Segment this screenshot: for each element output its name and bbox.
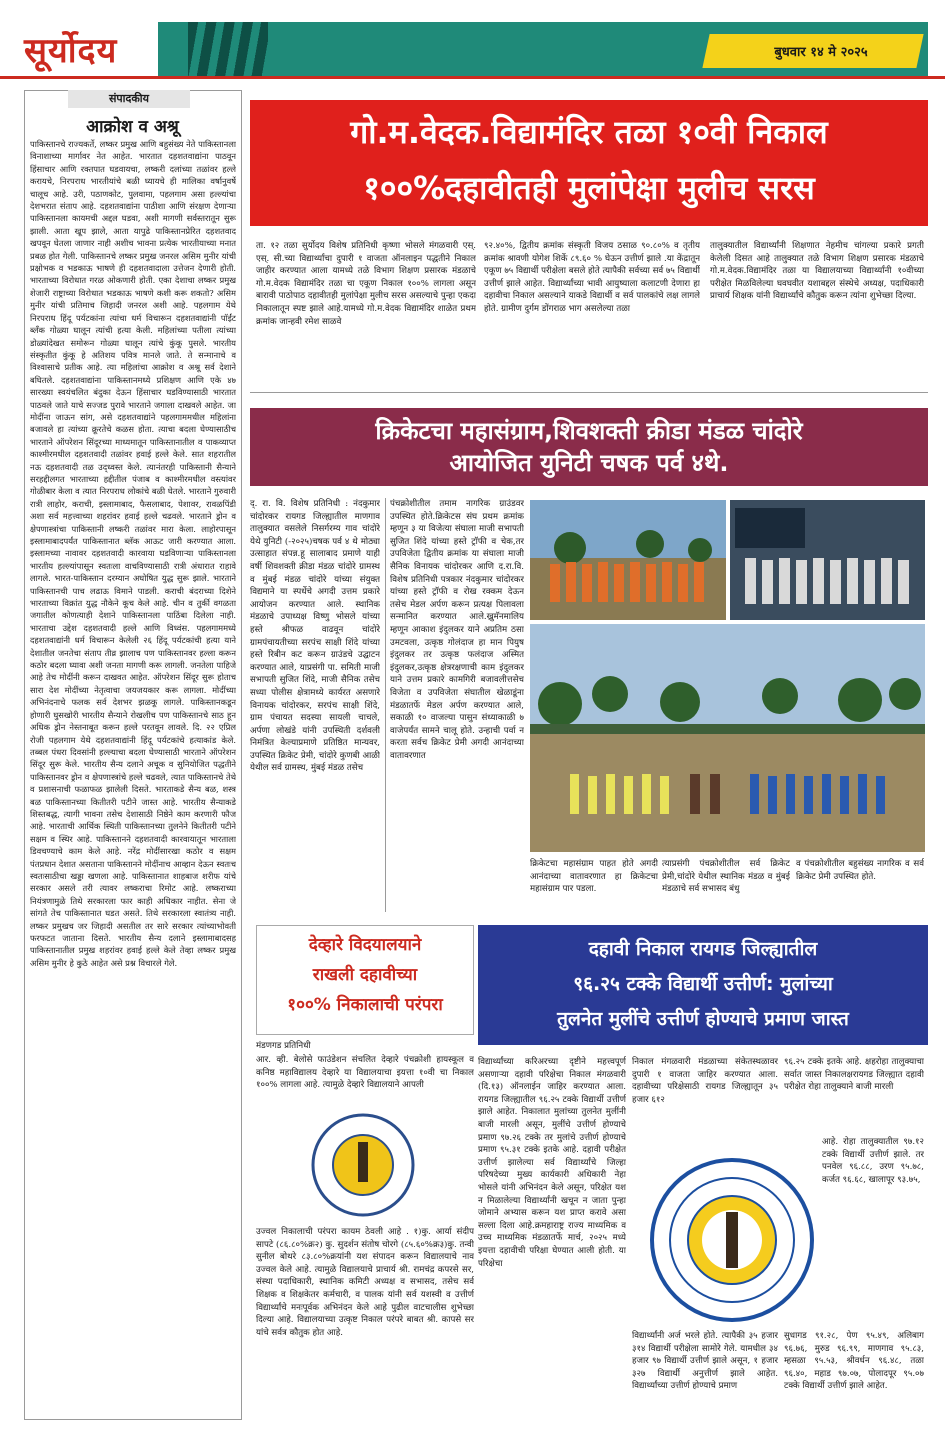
photo-caption-3: व पंचक्रोशीतील बहुसंख्य नागरिक व सर्व क्रिकेट प्रेमी उपस्थित होते. <box>796 859 924 882</box>
story4-col2b: विद्यार्थ्यांनी अर्ज भरले होते. त्यापैकी ३५ हजार ३१४ विद्यार्थी परीक्षेला सामोरे गेले. यामधील ३४ हजार ९७ विद्यार्थी उत्तीर्ण झाले असून, १ हजार ३२७ विद्यार्थी अनुत्तीर्ण झाले आहेत. विद्यार्थ्यांच्या उत्तीर्ण होण्याचे प्रमाण <box>632 1331 778 1392</box>
column-rule <box>385 498 386 912</box>
story1-subheadline: १००%दहावीतही मुलांपेक्षा मुलीच सरस <box>363 169 815 207</box>
newspaper-logo: सूर्योदय <box>24 31 118 71</box>
editorial-title: आक्रोश व अश्रू <box>86 117 179 137</box>
story3-headline-3: १००% निकालाची परंपरा <box>287 995 443 1015</box>
photo-caption-2: त्याप्रसंगी पंचक्रोशीतील सर्व क्रिकेट प्रेमी,चांदोरे येथील स्थानिक मंडळ व मुंबई मंडळाचे सर्व सभासद बंधु <box>662 859 790 895</box>
story4-headline-2: ९६.२५ टक्के विद्यार्थी उत्तीर्ण: मुलांच्या <box>573 973 833 995</box>
issue-date: बुधवार १४ मे २०२५ <box>774 45 868 60</box>
cricket-ground-photo <box>530 624 925 852</box>
story4-col3-side: आहे. रोहा तालुक्यातील ९७.१२ टक्के विद्यार्थी उत्तीर्ण झाले. तर पनवेल ९६.८८, उरण ९५.७८, कर्जत ९६.६८, खालापूर ९३.७५, <box>822 1137 924 1185</box>
story2-col1: द्. रा. वि. विशेष प्रतिनिधी : नंदकुमार चांदोरकर रायगड जिल्ह्यातील माणगाव तालुक्यात वसलेले निसर्गरम्य गाव चांदोरे येथे युनिटी (-२०२५)चषक पर्व ४ थे मोठ्या उत्साहात संपन्न.हू सालाबाद प्रमाणे याही वर्षी शिवशक्ती क्रीडा मंडळ चांदोरे ग्रामस्थ व मुंबई मंडळ चांदोरे यांच्या संयुक्त विद्यमाने या स्पर्धेचे अगदी उत्तम प्रकारे आयोजन करण्यात आले. स्थानिक मंडळाचे उपाध्यक्ष विष्णु भोसले यांच्या हस्ते श्रीफळ वाढवून चांदोरे ग्रामपंचायतीच्या सरपंच साक्षी शिंदे यांच्या हस्ते रिबीन कट करून ग्राउंडचे उद्घाटन करण्यात आले, याप्रसंगी पा. समिती माजी सभापती सुजित शिंदे, माजी सैनिक तसेच सध्या पोलीस क्षेत्रामध्ये कार्यरत असणारे विनायक चांदोरकर, सरपंच साक्षी शिंदे, ग्राम पंचायत सदस्या सायली चाचले, अर्पणा लोखंडे यांनी उपस्थिती दर्शवली निमंत्रित केल्याप्रमाणे प्रतिष्ठित मान्यवर, उपस्थित क्रिकेट प्रेमी, चांदोरे कुणबी आळी येथील सर्व ग्रामस्थ, मुंबई मंडळ तसेच <box>250 499 380 774</box>
story2-col2: पंचक्रोशीतील तमाम नागरिक ग्राउंडवर उपस्थित होते.क्रिकेटस संघ प्रथम क्रमांक म्हणून ३ या विजेत्या संघाला माजी सभापती सुजित शिंदे यांच्या हस्ते ट्रॉफी व चेक,तर उपविजेता द्वितीय क्रमांक या संघाला माजी सैनिक विनायक चांदोरकर आणि द.रा.वि. विशेष प्रतिनिधी पत्रकार नंदकुमार चांदोरकर यांच्या हस्ते ट्रॉफी व रोख रक्कम देऊन तसेच मेडल अर्पण करून प्रत्यक्ष पिलावला सन्मानित करण्यात आले.ख्रुमॅनमालिय म्हणून आकाश इंदुलकर याने अप्रतिम ठसा उमटवला, उत्कृष्ठ गोलंदाज हा मान पियुष इंदुलकर तर उत्कृष्ठ फलंदाज अस्मित इंदुलकर,उत्कृष्ठ क्षेत्ररक्षणाची काम इंदुलकर याने उत्तम प्रकारे कामगिरी बजावलीत्तसेच विजेता व उपविजेता संघातील खेळाडूंना मंडळातर्फे मेडल अर्पण करण्यात आले, सकाळी १० वाजल्या पासुन संध्याकाळी ७ वाजेपर्यंत सामने चालू होते. उन्हाची पर्वा न करता सर्वच क्रिकेट प्रेमी अगदी आनंदाच्या वातावरणात <box>390 499 524 761</box>
story3-intro: आर. व्ही. बेलोसे फाउंडेशन संचलित देव्हारे पंचक्रोशी हायस्कूल व कनिष्ठ महाविद्यालय देव्हारे या विद्यालयाचा इयत्ता १०वी चा निकाल १००% लागला आहे. त्यामुळे देव्हारे विद्यालयाने आपली <box>256 1055 474 1091</box>
editorial-body: पाकिस्तानचे राज्यकर्ते, लष्कर प्रमुख आणि बहुसंख्य नेते पाकिस्तानला विनाशाच्या मार्गावर नेत आहेत. भारतात दहशतवाद्यांना पाठवून हिंसाचार आणि रक्तपात घडवायचा, लष्करी दलांच्या तळांवर हल्ले करायचे, निरपराध भारतीयांचे बळी घ्यायचे ही मालिका वर्षानुवर्षे चालूच आहे. उरी, पठाणकोट, पुलवामा, पहलगाम असा हल्ल्यांचा देशभरात संताप आहे. दहशतवाद्यांना पाठीशा आणि संरक्षण देणाऱ्या पाकिस्तानला कायमची अद्दल घडवा, अशी मागणी सर्वस्तरातून सुरू झाली. आता खूप झाले, आता यापुढे पाकिस्तानप्रेरित दहशतवाद खपवून घेतला जाणार नाही अशीच भावना प्रत्येक भारतीयाच्या मनात प्रबळ होत गेली. पाकिस्तानचे लष्कर प्रमुख जनरल असिम मुनीर यांची प्रक्षोभक व भडकाऊ भाषणे ही दहशतवादाला उत्तेजन देणारी होती. भारताच्या विरोधात गरळ ओकणारी होती. एका देशाचा लष्कर प्रमुख शेजारी राष्ट्राच्या विरोधात भडकाऊ भाषणे कशी करू शकतो? असिम मुनीर यांची प्रतिमाच जिहादी जनरल अशी आहे. पहलगाम येथे निरपराध हिंदू पर्यटकांना त्यांचा धर्म विचारून दहशतवाद्यांनी पॉईंट ब्लँक गोळ्या घालून त्यांची हत्या केली. महिलांच्या पतीला त्यांच्या डोळ्यांदेखत समोरून गोळ्या घालून त्यांचे कुंकू पुसले. भारतीय संस्कृतीत कुंकू हे अतिशय पवित्र मानले जाते. ते सन्मानाचे व विश्वासाचे प्रतीक आहे. त्या महिलांचा आक्रोश व अश्रू सर्व देशाने बघितले. दहशतवाद्यांना पाकिस्तानमध्ये प्रशिक्षण आणि एके ४७ सारख्या स्वयंचलित बंदुका देऊन हिंसाचार घडविण्यासाठी भारतात पाठवले जाते याचे सज्जड पुरावे भारताने जगाला दाखवले आहेत. जा मोदींना जाऊन सांग, असे दहशतवाद्यांने पहलगाममधील महिलांना बजावले हा त्यांच्या क्रूरतेचे कळस होता. त्याचा बदला घेण्यासाठीच भारताने ऑपरेशन सिंदूरच्या माध्यमातून पाकिस्तानातील व पाकव्याप्त काश्मीरमधील दहशतवादी तळांवर हवाई हल्ले केले. सात शहरातील नऊ दहशतवादी तळ उद्ध्वस्त केले. त्यानंतरही पाकिस्तानी सैन्याने सरहद्दीलगत भारताच्या हद्दीतील पंजाब व काश्मीरमधील वस्त्यांवर गोळीबार केला व त्यात निरपराध लोकांचे बळी घेतले. भारताने गुरुवारी रात्री लाहोर, कराची, इस्लामाबाद, फैसलाबाद, पेशावर, रावळपिंडी अशा सर्व महत्त्वाच्या शहरांवर हवाई हल्ले चढवले. भारताने ड्रोन व क्षेपणास्त्रांचा पाकिस्तानी लष्करी तळांवर मारा केला. लाहोरपासून इस्लामाबादपर्यंत पाकिस्तानात ब्लॅक आऊट जारी करण्यात आला. इस्लामच्या नावावर दहशतवादी कारवाया घडविणाऱ्या पाकिस्तानला भारतीय हल्ल्यांपासून स्वतःला वाचविण्यासाठी रात्री अंधारात राहावे लागले. भारत-पाकिस्तान दरम्यान अघोषित युद्ध सुरू झाले. भारताने पाकिस्तानची पाच लढाऊ विमाने पाडली. कराची बंदराच्या दिशेने भारताच्या विक्रांत युद्ध नौकेने कूच केले आहे. चीन व तुर्की वगळता जगातील कोणत्याही देशाने पाकिस्तानला पाठिंबा दिलेला नाही. भारताचा उद्देश दहशतवादी हल्ले आणि विध्वंस. पहलगाममध्ये दहशतवाद्यांनी धर्म विचारून केलेली २६ हिंदू पर्यटकांची हत्या याने देशातील जनतेचा संताप तीव्र झालाच पण पाकिस्तानवर हल्ला करून कठोर बदला घ्यावा अशी जनता मागणी करू लागली. जनतेला पाहिजे आहे तेच मोदींनी करून दाखवत आहेत. ऑपरेशन सिंदूर सुरू होताच सारा देश मोदींच्या नेतृत्वाचा जयजयकार करू लागला. मोदींच्या अभिनंदनाचे फलक सर्व देशभर झळकू लागले. पाकिस्तानकडून होणारी घुसखोरी भारतीय सैन्याने रोखलीच पण पाकिस्तानचे साठ हून अधिक ड्रोन नेस्तनाबूत करून हल्ले परतवून लावले. दि. २२ एप्रिल रोजी पहलगाम येथे दहशतवाद्यांनी हिंदू पर्यटकांचे हत्याकांड केले. तब्बल पंधरा दिवसांनी हल्ल्याचा बदला घेण्यासाठी भारताने ऑपरेशन सिंदूर सुरू केले. भारतीय सैन्य दलाने अचूक व सुनियोजित पद्धतीने पाकिस्तानवर ड्रोन व क्षेपणास्त्रांचे हल्ले चढवले, त्यात पाकिस्तानचे तेथे व प्रशासनाची फळाफळ झालेली दिसते. भारताकडे सैन्य बळ, शस्त्र बळ पाकिस्तानच्या कितीतरी पटीने जास्त आहे. भारतीय सैन्याकडे शिस्तबद्ध, त्यागी भावना तसेच देशासाठी निष्ठेने काम करणारी फौज आहे. भारताची आर्थिक स्थिती पाकिस्तानच्या तुलनेने कितीतरी पटीने सक्षम व स्थिर आहे. पाकिस्तानने दहशतवादी कारवायातून भारताला डिवचण्याचे काम केले आहे. नरेंद्र मोदींसारखा कठोर व सक्षम पंतप्रधान देशात असताना पाकिस्तानने मोदींनाच आव्हान देऊन स्वतःच स्वतःसाठीचा खड्डा खणला आहे. पाकिस्तानात शाहबाज शरीफ यांचे सरकार असले तरी त्यावर लष्कराचा रिमोट आहे. लष्कराच्या नियंत्रणामुळे तिथे सरकारला फार काही अधिकार नाहीत. सेना जे सांगते तेच पाकिस्तानात घडत असते. तिथे सरकारला स्वातंत्र्य नाही. लष्कर प्रमुखच जर जिहादी असतील तर सारे सरकार त्यांच्याभोवती फरफटत जाताना दिसते. भारतीय सैन्य दलाने इस्लामाबादसह पाकिस्तानातील प्रमुख शहरांवर हवाई हल्ले केले तेव्हा लष्कर प्रमुख असिम मुनीर हे कुठे आहेत असे प्रश्न विचारले गेले. <box>30 139 236 968</box>
story1-col2: ९२.४०%, द्वितीय क्रमांक संस्कृती विजय ठसाळ ९०.८०% व तृतीय क्रमांक श्रावणी योगेश शिर्के ८९.६० % घेऊन उत्तीर्ण झाले .या केंद्रातून एकूण ७५ विद्यार्थी परीक्षेला बसले होते त्यापैकी सर्वच्या सर्व ७५ विद्यार्थी उत्तीर्ण झाले आहेत. विद्यार्थ्यांच्या भावी आयुष्याला कलाटणी देणारा हा दहावीचा निकाल असल्याने याकडे विद्यार्थी व सर्व पालकांचे लक्ष लागले होते. ग्रामीण दुर्गम डोंगराळ भाग असलेल्या तळा <box>484 241 700 314</box>
story4-col2: निकाल मंगळवारी मंडळाच्या संकेतस्थळावर दुपारी १ वाजता जाहिर करण्यात आला. दहावीच्या परिक्षेसाठी रायगड जिल्ह्यातून ३५ हजार ६१२ <box>632 1057 778 1105</box>
story1-col3: तालुक्यातील विद्यार्थ्यांनी शिक्षणात नेहमीच चांगल्या प्रकारे प्रगती केलेली दिसत आहे तालुक्यात तळे विभाग शिक्षण प्रसारक मंडळाचे गो.म.वेदक.विद्यामंदिर तळा या विद्यालयाच्या विद्यार्थ्यांनी १०वीच्या परीक्षेत मिळविलेल्या घवघवीत यशाबद्दल संस्थेचे अध्यक्ष, पदाधिकारी प्राचार्य शिक्षक यांनी विद्यार्थ्यांचे कौतुक करून त्यांना शुभेच्छा दिल्या. <box>710 241 924 302</box>
board-seal-icon-large <box>648 1156 816 1324</box>
editorial-tag: संपादकीय <box>68 90 190 108</box>
masthead-stripes <box>188 22 268 76</box>
cricket-team-photo <box>530 500 925 620</box>
story2-headline: क्रिकेटचा महासंग्राम,शिवशक्ती क्रीडा मंडळ चांदोरे <box>375 417 803 445</box>
story3-body: उज्वल निकालाची परंपरा कायम ठेवली आहे . १)कु. आर्या संदीप सापटे (८६.८०%क्र२) कु. सुदर्शन संतोष चोरगे (८५.६०%क्र३)कु. तन्वी सुनील बोथरे ८३.८०%क्रयांनी यश संपादन करून विद्यालयाचे नाव उज्वल केले आहे. त्यामुळे विद्यालयाचे प्राचार्य श्री. रामचंद्र कपरसे सर, संस्था पदाधिकारी, स्थानिक कमिटी अध्यक्ष व सभासद, तसेच सर्व शिक्षक व शिक्षकेतर कर्मचारी, व पालक यांनी सर्व यशस्वी व उत्तीर्ण विद्यार्थ्यांचे मनःपूर्वक अभिनंदन केले आहे पुढील वाटचालीस शुभेच्छा दिल्या आहे. विद्यालयाच्या उत्कृष्ट निकाल परंपरे बाबत श्री. कापसे सर यांचे सर्वत्र कौतुक होत आहे. <box>256 1227 474 1338</box>
story3-byline: मंडणगड प्रतिनिधी <box>256 1041 311 1051</box>
divider <box>250 392 928 393</box>
story4-headline: दहावी निकाल रायगड जिल्ह्यातील <box>588 938 818 960</box>
story4-col1: विद्यार्थ्यांच्या करिअरच्या दृष्टीने महत्त्वपूर्ण असणाऱ्या दहावी परिक्षेचा निकाल मंगळवारी (दि.१३) ऑनलाईन जाहिर करण्यात आला. रायगड जिल्ह्यातील ९६.२५ टक्के विद्यार्थी उत्तीर्ण झाले आहेत. निकालात मुलांच्या तुलनेत मुलींनी बाजी मारली असून, मुलींचे उत्तीर्ण होण्याचे प्रमाण ९७.२६ टक्के तर मुलांचे उत्तीर्ण होण्याचे प्रमाण ९५.३१ टक्के इतके आहे. दहावी परीक्षेत उत्तीर्ण झालेल्या सर्व विद्यार्थ्यांचे जिल्हा परिषदेच्या मुख्य कार्यकारी अधिकारी नेहा भोसले यांनी अभिनंदन केले असून, परिक्षेत यश न मिळालेल्या विद्यार्थ्यांनी खचून न जाता पुन्हा जोमाने अभ्यास करून यश प्राप्त करावे असा सल्ला दिला आहे.क्रमहाराष्ट्र राज्य माध्यमिक व उच्च माध्यमिक मंडळातर्फे मार्च, २०२५ मध्ये इयत्ता दहावीची परिक्षा घेण्यात आली होती. या परिक्षेचा <box>478 1057 626 1269</box>
story4-headline-3: तुलनेत मुलींचे उत्तीर्ण होण्याचे प्रमाण जास्त <box>557 1008 849 1030</box>
photo-caption-1: क्रिकेटचा महासंग्राम पाहत होते अगदी आनंदाच्या वातावरणात हा क्रिकेटचा महासंग्राम पार पडला. <box>530 859 658 895</box>
story3-headline-2: राखली दहावीच्या <box>312 965 418 985</box>
masthead-rule <box>0 76 945 79</box>
board-seal-icon <box>310 1112 416 1218</box>
story4-col3-bottom: सुधागड ९१.२८, पेण ९५.४९, अलिबाग ९६.७६, मुरुड ९६.९९, माणगाव ९५.८३, म्हसळा ९५.५३, श्रीवर्धन ९६.४८, तळा ९६.४०, महाड ९७.०७, पोलादपूर ९५.०७ टक्के विद्यार्थी उत्तीर्ण झाले आहेत. <box>784 1331 924 1392</box>
story1-col1: ता. १२ तळा सुर्योदय विशेष प्रतिनिधी कृष्णा भोसले मंगळवारी एस्. एस्. सी.च्या विद्यार्थ्यांचा दुपारी १ वाजता ऑनलाइन पद्धतीने निकाल जाहीर करण्यात आला यामध्ये तळे विभाग शिक्षण प्रसारक मंडळाचे गो.म.वेदक विद्यामंदिर तळा चा एकूण निकाल १००% लागला असून बारावी पाठोपाठ दहावीतही मुलांपेक्षा मुलीच सरस असल्याचे पुन्हा एकदा निकालातून स्पष्ट झाले आहे.यामध्ये गो.म.वेदक विद्यामंदिर शाळेत प्रथम क्रमांक जान्हवी रमेश साळवे <box>256 241 476 327</box>
story2-subheadline: आयोजित युनिटी चषक पर्व ४थे. <box>449 449 729 477</box>
story4-col3: ९६.२५ टक्के इतके आहे. क्षहरोहा तालुक्याचा सर्वात जास्त निकालक्षरायगड जिल्ह्यात दहावी परीक्षेत रोहा तालुक्याने बाजी मारली <box>784 1057 924 1093</box>
story1-headline: गो.म.वेदक.विद्यामंदिर तळा १०वी निकाल <box>350 113 828 151</box>
story3-headline: देव्हारे विदयालयाने <box>308 935 422 955</box>
